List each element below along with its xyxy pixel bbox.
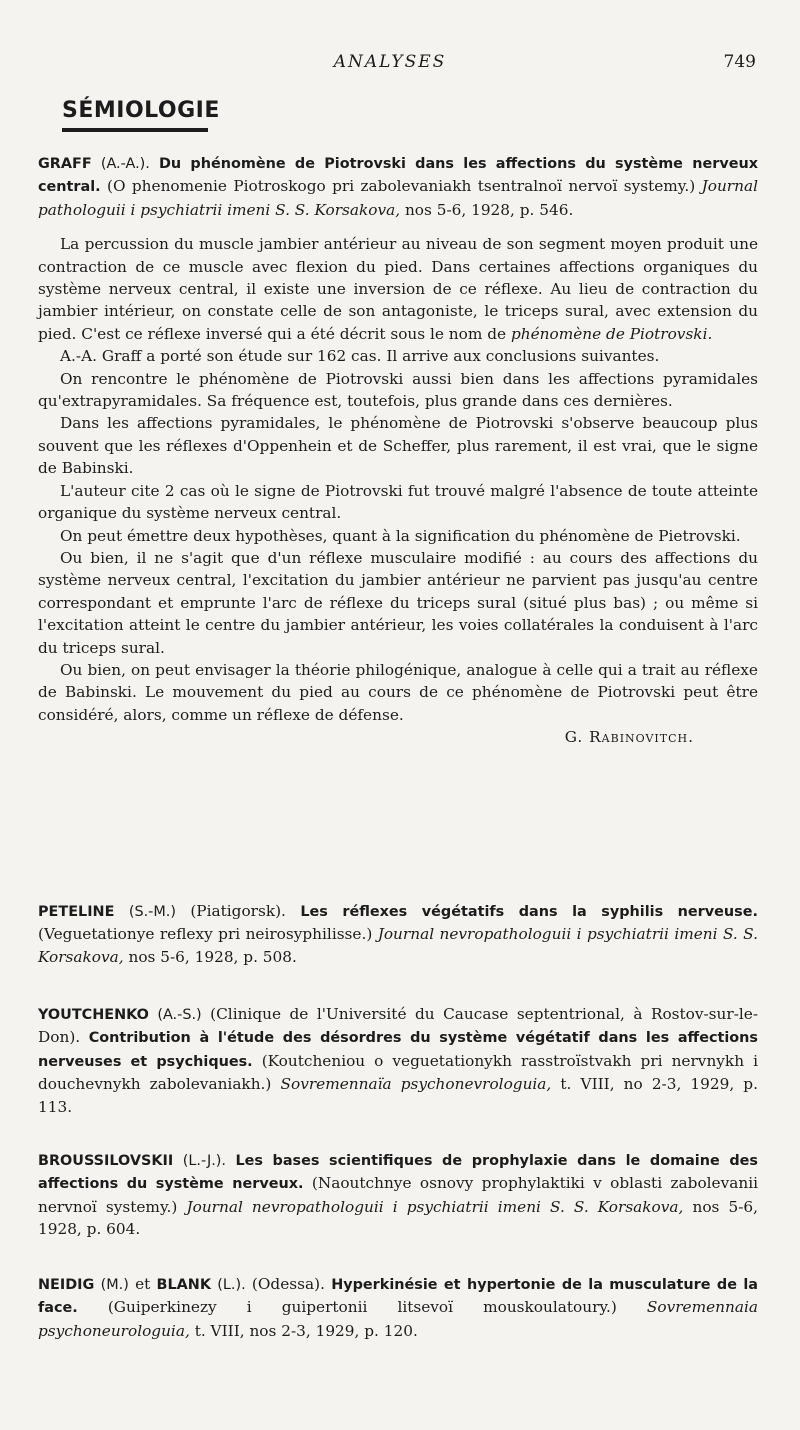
entry-journal: Sovremennaia psychoneurologuia, [38,1298,758,1340]
entry-title: Les bases scientifiques de prophylaxie dans le domaine des affections du système nerveux. [38,1153,758,1193]
entry-original-title: (Veguetationye reflexy pri neirosyphilisse.) [38,925,373,944]
italic-phrase: phénomène de Piotrovski. [510,324,713,343]
entry-title: Contribution à l'étude des désordres du système végétatif dans les affections nerveuses et psychiques. [38,1030,758,1070]
entry-initials: (M.) [100,1277,129,1293]
paragraph: La percussion du muscle jambier antérieur au niveau de son segment moyen produit une contraction de ce muscle avec flexion du pied. Dans certaines affections organiques du système nerveux central, il existe une inversion de ce réflexe. Au lieu de contraction du jambier intérieur, on constate celle de son antagoniste, le triceps sural, avec extension du pied. C'est ce réflexe inversé qui a été décrit sous le nom de phénomène de Piotrovski. [38,235,758,343]
paragraph: Ou bien, on peut envisager la théorie philogénique, analogue à celle qui a trait au réflexe de Babinski. Le mouvement du pied au cours de ce phénomène de Piotrovski peut être considéré, alors, comme un réflexe de défense. [38,660,758,724]
entry-author: BROUSSILOVSKII [38,1153,174,1169]
entry-initials: (L.-J.). [182,1153,226,1169]
entry-place: (Odessa). [251,1275,325,1293]
entry-details: nos 5-6, 1928, p. 546. [404,200,574,219]
entry-author: GRAFF [38,156,92,172]
entry-original-title: (Koutcheniou o veguetationykh rasstroïstvakh pri nervnykh i douchevnykh zabolevaniakh.) [38,1051,758,1094]
entry-details: t. VIII, no 2-3, 1929, p. 113. [38,1075,758,1116]
entry-journal: Sovremennaïa psychonevrologuia, [280,1075,552,1094]
entry-title: Les réflexes végétatifs dans la syphilis nerveuse. [300,904,758,920]
entry-broussilovskii [38,1149,758,1241]
entry-youtchenko [38,1003,758,1118]
entry-peteline [38,900,758,968]
entry-journal: Journal nevropathologuii i psychiatrii imeni S. S. Korsakova, [38,925,758,966]
entry-author: YOUTCHENKO [38,1007,149,1023]
section-title: SÉMIOLOGIE [62,98,220,123]
entry-author-2: BLANK [156,1277,212,1293]
entry-details: t. VIII, nos 2-3, 1929, p. 120. [194,1321,418,1340]
entry-initials: (A.-A.). [100,156,150,172]
entry-neidig-blank [38,1273,758,1342]
page-number: 749 [723,52,756,72]
entry-original-title: (Guiperkinezy i guipertonii litsevoï mouskoulatoury.) [107,1298,617,1317]
entry-citation [38,1149,758,1241]
paragraph: On peut émettre deux hypothèses, quant à la signification du phénomène de Pietrovski. [60,526,741,545]
section-rule [62,128,208,132]
entry-citation [38,1003,758,1118]
entry-original-title: (Naoutchnye osnovy prophylaktiki v oblasti zabolevanii nervnoï systemy.) [38,1174,758,1216]
entry-citation [38,900,758,968]
signature: G. Rabinovitch. [564,728,694,747]
entry-journal: Journal nevropathologuii i psychiatrii imeni S. S. Korsakova, [186,1197,684,1216]
entry-author: NEIDIG [38,1277,95,1293]
entry-place: (Piatigorsk). [190,902,286,920]
entry-author: PETELINE [38,904,115,920]
entry-original-title: (O phenomenie Piotroskogo pri zabolevaniakh tsentralnoï nervoï systemy.) [107,177,696,196]
paragraph: A.-A. Graff a porté son étude sur 162 cas. Il arrive aux conclusions suivantes. [60,347,660,366]
entry-connector: et [135,1275,151,1293]
paragraph: Ou bien, il ne s'agit que d'un réflexe musculaire modifié : au cours des affections du système nerveux central, l'excitation du jambier antérieur ne parvient pas jusqu'au centre correspondant et emprunte l'arc de réflexe du triceps sural (situé plus bas) ; ou même si l'excitation atteint le centre du jambier antérieur, les voies collatérales la conduisent à l'arc du triceps sural. [38,548,758,657]
entry-initials-2: (L.). [217,1277,246,1293]
paragraph: L'auteur cite 2 cas où le signe de Piotrovski fut trouvé malgré l'absence de toute atteinte organique du système nerveux central. [38,481,758,523]
running-title: ANALYSES [333,52,447,72]
paragraph: On rencontre le phénomène de Piotrovski aussi bien dans les affections pyramidales qu'extrapyramidales. Sa fréquence est, toutefois, plus grande dans ces dernières. [38,369,758,411]
entry-graff [38,152,758,749]
paragraph: Dans les affections pyramidales, le phénomène de Piotrovski s'observe beaucoup plus souvent que les réflexes d'Oppenhein et de Scheffer, plus rarement, il est vrai, que le signe de Babinski. [38,414,758,478]
entry-citation [38,1273,758,1342]
entry-initials: (S.-M.) [128,904,176,920]
entry-citation [38,152,758,221]
entry-details: nos 5-6, 1928, p. 604. [38,1197,758,1239]
entry-details: nos 5-6, 1928, p. 508. [128,947,297,966]
entry-journal: Journal pathologuii i psychiatrii imeni S. S. Korsakova, [38,177,758,219]
entry-title: Du phénomène de Piotrovski dans les affections du système nerveux central. [38,156,758,196]
running-head [0,52,800,80]
entry-title: Hyperkinésie et hypertonie de la musculature de la face. [38,1277,758,1317]
entry-place: (Clinique de l'Université du Caucase septentrional, à Rostov-sur-le-Don). [38,1005,758,1047]
entry-initials: (A.-S.) [157,1007,202,1023]
